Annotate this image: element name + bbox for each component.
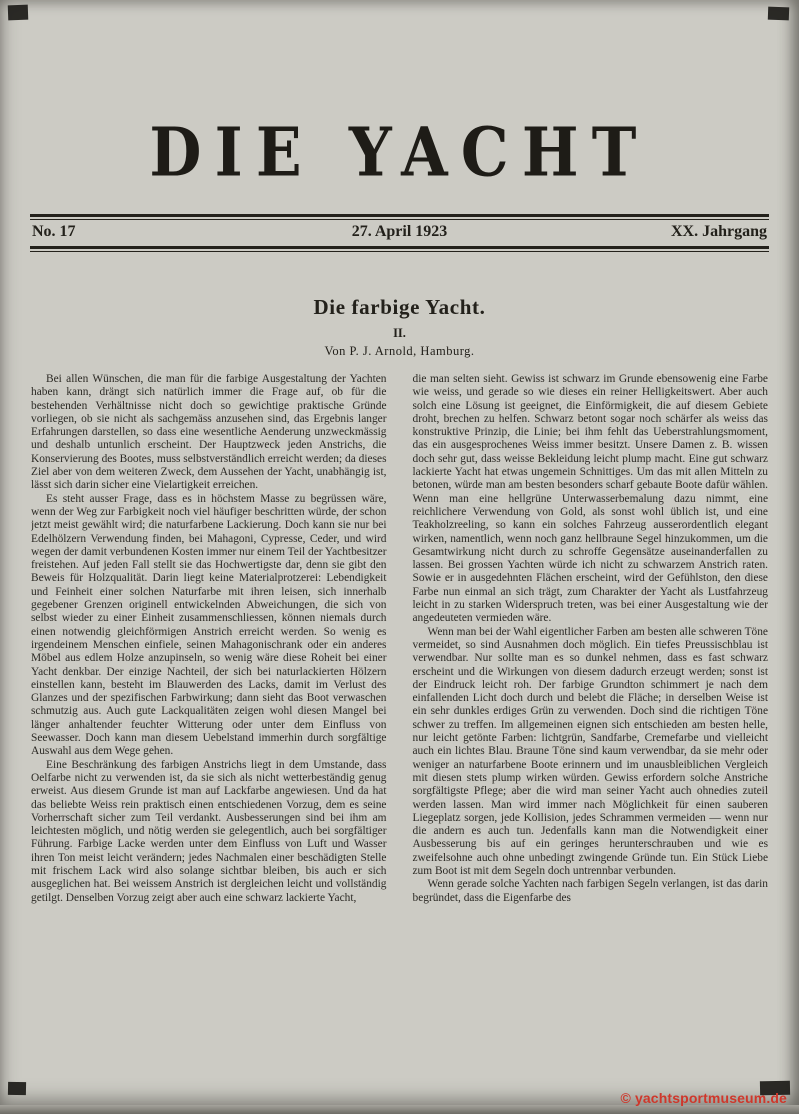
masthead-title: DIE YACHT	[149, 113, 650, 193]
watermark: © yachtsportmuseum.de	[620, 1090, 787, 1106]
corner-mark-bottom-left	[8, 1082, 26, 1095]
corner-mark-top-left	[8, 5, 29, 21]
masthead-rules	[30, 214, 769, 249]
paragraph: Es steht ausser Frage, dass es in höchstem Masse zu begrüssen wäre, wenn der Weg zur Farbigkeit noch viel häufiger beschritten würde, der schon jetzt meist gewählt wird; die naturfarbene Lackierung. Doch kann sie nur bei Edelhölzern Verwendung finden, bei Mahagoni, Cypresse, Ceder, und wird wegen der damit verbundenen Kosten immer nur einem Teil der Yachtbesitzer freistehen. Auf jeden Fall stellt sie das Hochwertigste dar, denn sie gibt den Beweis für Holzqualität. Darin liegt keine Materialprotzerei: Lebendigkeit und Feinheit einer solchen Naturfarbe mit ihren leisen, sich innerhalb gegebener Grenzen originell entwickelnden Abweichungen, die sich von selbst wieder zu einer Einheit zusammenschliessen, können niemals durch einen notwendig gleichförmigen Anstrich erreicht werden. So wenig es irgendeinem Menschen einfiele, seinen Mahagonischrank oder ein anderes Möbel aus edlem Holze anzupinseln, so wenig wäre diese Roheit bei einer Yacht denkbar. Der einzige Nachteil, der sich bei naturlackierten Hölzern einstellen kann, besteht im Blauwerden des Lacks, damit im Verlust des Glanzes und der spezifischen Farbwirkung; dann sieht das Boot verwaschen schmutzig aus. Auch gute Lackqualitäten zeigen wohl diesen Mangel bei länger anhaltender feuchter Witterung oder unter dem Einfluss von Seewasser. Doch kann man diesem Uebelstand immerhin durch sorgfältige Auswahl aus dem Wege gehen.	[31, 492, 387, 758]
paragraph: Eine Beschränkung des farbigen Anstrichs liegt in dem Umstande, dass Oelfarbe nicht zu verwenden ist, da sie sich als nicht wetterbeständig genug erweist. Aus diesem Grunde ist man auf Lackfarbe angewiesen. Und da hat das beliebte Weiss rein praktisch einen entschiedenen Vorzug, dem es seine Vorherrschaft sicher zum Teil verdankt. Ausbesserungen sind bei ihm am leichtesten möglich, und nötig werden sie gelegentlich, auch bei sorgfältiger Führung. Farbige Lacke werden unter dem Einfluss von Luft und Wasser ihren Ton meist leicht verändern; jedes Nachmalen einer beschädigten Stelle mit frischem Lack wird also solange sichtbar bleiben, bis auch er sich ausgeglichen hat. Bei weissem Anstrich ist dergleichen leicht und vollständig getilgt. Denselben Vorzug zeigt aber auch eine schwarz lackierte Yacht,	[31, 758, 387, 904]
issue-date: 27. April 1923	[351, 223, 448, 240]
article-part-number: II.	[393, 326, 406, 340]
paragraph: Bei allen Wünschen, die man für die farbige Ausgestaltung der Yachten haben kann, drängt sich natürlich immer die Frage auf, ob für die bestehenden Verhältnisse nicht doch so gewichtige praktische Gründe vorliegen, ob sie nicht als sachgemäss anzusehen sind, das Ergebnis langer Erfahrungen darstellen, so dass eine wesentliche Aenderung unzweckmässig und deshalb untunlich erscheint. Der Hauptzweck jeden Anstrichs, die Konservierung des Bootes, muss selbstverständlich erreicht werden; da dieses Ziel aber von dem weiteren Zweck, dem Aussehen der Yacht, unabhängig ist, lässt sich darin sicher eine Vielartigkeit erreichen.	[31, 373, 387, 492]
paragraph: Wenn gerade solche Yachten nach farbigen Segeln verlangen, ist das darin begründet, dass die Eigenfarbe des	[412, 878, 768, 904]
scan-edge-shadow	[0, 1105, 799, 1114]
corner-mark-top-right	[768, 7, 789, 21]
paragraph: die man selten sieht. Gewiss ist schwarz im Grunde ebensowenig eine Farbe wie weiss, und gerade so wie dieses ein reiner Helligkeitswert. Aber auch solch eine Lösung ist geeignet, die Einförmigkeit, die auf diesem Gebiete droht, brechen zu helfen. Schwarz betont sogar noch schärfer als weiss das konstruktive Prinzip, die Linie; bei ihm fehlt das Ueberstrahlungsmoment, das ein ausgesprochenes Weiss immer besitzt. Unsere Damen z. B. wissen doch sehr gut, dass weisse Bekleidung leicht plump macht. Eine gut schwarz lackierte Yacht hat etwas ungemein Schnittiges. Um das mit allen Mitteln zu betonen, würde man am besten besonders scharf gebaute Boote dafür wählen. Wenn man eine hellgrüne Unterwasserbemalung dazu nimmt, eine reichlichere Verwendung von Gold, als sonst wohl üblich ist, und eine Teakholzreeling, so kann ein solches Fahrzeug ausserordentlich elegant wirken, namentlich, wenn noch ganz hellbraune Segel hinzukommen, um die Gesamtwirkung nicht durch zu schroffe Gegensätze auseinanderfallen zu lassen. Bei grossen Yachten würde ich nicht zu schwarzem Anstrich raten. Sowie er in ausgedehnten Flächen erscheint, wird der Gefühlston, den diese Farbe nun einmal an sich trägt, zum Charakter der Yacht als Lustfahrzeug leicht in zu starken Widerspruch treten, was bei einer Ausgestaltung wie der angedeuteten vermieden wäre.	[412, 373, 768, 625]
paragraph: Wenn man bei der Wahl eigentlicher Farben am besten alle schweren Töne vermeidet, so sind Ausnahmen doch möglich. Ein tiefes Preussischblau ist verwendbar. Nur sollte man es so dunkel nehmen, dass es fast schwarz erscheint und die Wirkungen von diesem dadurch erzeugt werden; sonst ist der Eindruck leicht roh. Der farbige Grundton schimmert je nach dem einfallenden Licht doch durch und belebt die Fläche; in derselben Weise ist ein sehr dunkles erdiges Grün zu verwenden. Doch sind die richtigen Töne schwer zu treffen. Im allgemeinen eignen sich entschieden am besten helle, nur leicht getönte Farben: lichtgrün, Sandfarbe, Cremefarbe und vielleicht auch ein lichtes Blau. Braune Töne sind kaum verwendbar, da sie mehr oder weniger an naturfarbene Boote erinnern und im unausbleiblichen Vergleich mit diesen stets plump wirken würden. Gewiss erfordern solche Anstriche sorgfältigste Pflege; aber die wird man seiner Yacht auch ohnedies zuteil werden lassen. Man wird immer nach Möglichkeit für einen sauberen Liegeplatz sorgen, jede Kollision, jedes Schrammen vermeiden — wenn nur die andern es auch tun. Jedenfalls kann man die Notwendigkeit einer Ausbesserung bis auf ein geringes herunterschrauben und wie es zweifelsohne auch ohne unbedingt zwingende Gründe tun. Ein Stück Liebe zum Boot ist mit dem Segeln doch untrennbar verbunden.	[412, 625, 768, 877]
article-title: Die farbige Yacht.	[313, 295, 486, 319]
issue-row	[30, 217, 769, 246]
article-body	[31, 373, 768, 1099]
article-head	[0, 295, 799, 359]
volume-label: XX. Jahrgang	[670, 223, 767, 240]
column-left	[31, 373, 387, 1099]
column-right	[413, 373, 769, 1099]
issue-number: No. 17	[32, 223, 76, 240]
rule-bottom	[30, 246, 769, 249]
article-byline: Von P. J. Arnold, Hamburg.	[324, 344, 475, 358]
